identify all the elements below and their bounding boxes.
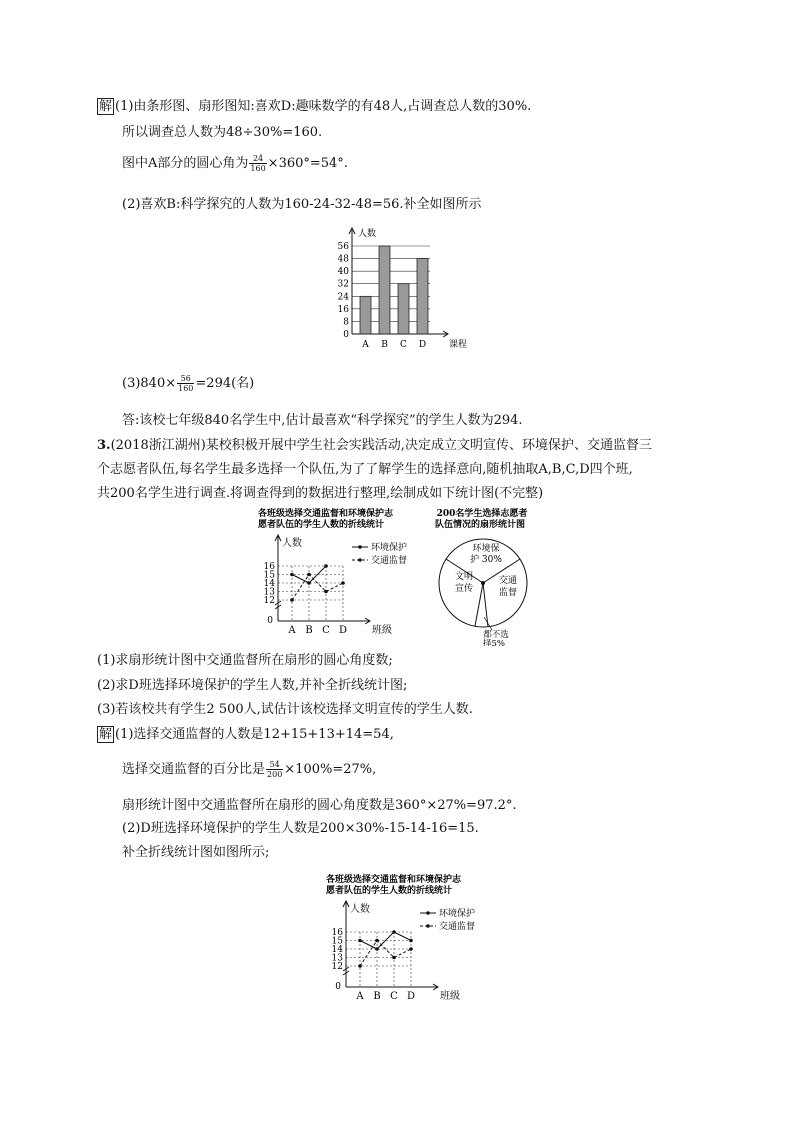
fraction-denominator: 160 — [178, 384, 194, 393]
solution3-line-1 — [97, 726, 394, 744]
y-tick-label: 12 — [331, 962, 343, 972]
x-tick-label: C — [400, 340, 407, 350]
pie-label-civ-2: 宣传 — [454, 584, 474, 594]
y-tick-label: 16 — [263, 562, 275, 572]
legend-label-env: 环境保护 — [439, 909, 476, 919]
x-axis-label: 班级 — [440, 991, 460, 1002]
solution-line-5 — [122, 374, 254, 393]
x-tick-label: A — [356, 991, 364, 1002]
y-tick-label: 14 — [331, 945, 343, 955]
legend-label-traffic: 交通监督 — [439, 922, 476, 932]
legend-marker-traffic — [426, 924, 430, 928]
legend-label-env: 环境保护 — [371, 543, 408, 553]
pie-center — [481, 581, 485, 585]
pie-divider — [483, 583, 488, 627]
y-tick-label: 40 — [337, 267, 349, 278]
pie-label-env-2: 护 30% — [470, 555, 502, 565]
series-env-point — [409, 939, 413, 943]
fraction-numerator: 24 — [249, 154, 266, 164]
sub-question-1: (1)求扇形统计图中交通监督所在扇形的圆心角度数; — [97, 653, 393, 668]
x-tick-label: D — [418, 340, 427, 350]
solution-tag: 解 — [99, 727, 113, 742]
solution-text: 选择交通监督的百分比是 — [122, 762, 266, 777]
legend-marker-traffic — [358, 558, 362, 562]
y-tick-label: 14 — [263, 579, 275, 589]
series-env-point — [358, 939, 362, 943]
x-tick-label: B — [381, 340, 388, 350]
question-3-line-1 — [97, 437, 652, 455]
y-tick-label: 16 — [331, 928, 343, 938]
solution3-line-3: 扇形统计图中交通监督所在扇形的圆心角度数是360°×27%=97.2°. — [122, 798, 517, 813]
x-tick-label: D — [406, 991, 416, 1002]
question-3-line-2: 个志愿者队伍,每名学生最多选择一个队伍,为了了解学生的选择意向,随机抽取A,B,C,D四个班, — [97, 462, 633, 477]
series-env-point — [375, 947, 379, 951]
series-traffic-point — [375, 939, 379, 943]
x-tick-label: D — [338, 625, 348, 636]
solution-text: (1)选择交通监督的人数是12+15+13+14=54, — [115, 727, 394, 742]
series-traffic-point — [290, 598, 294, 602]
pie-label-traffic-1: 交通 — [498, 576, 518, 586]
y-tick-label: 48 — [337, 254, 349, 265]
y-tick-label: 8 — [343, 317, 349, 328]
sub-question-3: (3)若该校共有学生2 500人,试估计该校选择文明宣传的学生人数. — [97, 702, 473, 717]
pie-label-civ-1: 文明 — [454, 572, 474, 582]
y-axis-label: 人数 — [358, 229, 377, 239]
fraction-numerator: 54 — [266, 760, 283, 770]
question-number: 3. — [97, 438, 111, 453]
origin-label: 0 — [335, 982, 341, 992]
y-tick-label: 16 — [337, 304, 349, 315]
x-axis-label: 班级 — [372, 625, 392, 636]
x-tick-label: A — [288, 625, 296, 636]
y-axis-label: 人数 — [350, 904, 370, 915]
series-traffic-point — [307, 573, 311, 577]
pie-label-traffic-2: 监督 — [498, 588, 518, 598]
y-tick-label: 15 — [331, 936, 343, 947]
series-traffic-point — [358, 964, 362, 968]
series-env-point — [290, 573, 294, 577]
solution-text: =294(名) — [195, 376, 255, 391]
bar-D — [417, 259, 428, 334]
chart-title-line-1: 各班级选择交通监督和环境保护志 — [326, 875, 462, 885]
bar-A — [360, 296, 371, 334]
series-env-point — [324, 564, 328, 568]
question-3-line-3: 共200名学生进行调查.将调查得到的数据进行整理,绘制成如下统计图(不完整) — [97, 486, 544, 501]
fraction-denominator: 160 — [250, 164, 266, 173]
series-traffic-point — [409, 947, 413, 951]
sub-question-2: (2)求D班选择环境保护的学生人数,并补全折线统计图; — [97, 678, 408, 693]
fraction — [266, 760, 283, 779]
legend-label-traffic: 交通监督 — [371, 556, 408, 566]
solution-text: ×100%=27%, — [284, 762, 377, 777]
pie-title-line-1: 200名学生选择志愿者 — [436, 509, 528, 519]
solution-text: 图中A部分的圆心角为 — [122, 156, 249, 171]
y-tick-label: 13 — [263, 587, 275, 598]
line-chart-completed — [320, 872, 492, 1002]
pie-divider — [475, 583, 483, 626]
bar-B — [379, 246, 390, 334]
legend-marker-env — [426, 911, 430, 915]
bar-C — [398, 284, 409, 334]
solution-line-4: (2)喜欢B:科学探究的人数为160-24-32-48=56.补全如图所示 — [122, 197, 482, 212]
x-tick-label: C — [390, 991, 398, 1002]
chart-title-line-2: 愿者队伍的学生人数的折线统计 — [326, 886, 453, 896]
y-tick-label: 12 — [263, 596, 275, 606]
fraction — [249, 154, 266, 173]
pie-label-none-2: 择5% — [483, 639, 505, 646]
fraction — [177, 374, 194, 393]
pie-label-env-1: 环境保 — [472, 544, 500, 554]
solution-text: (1)由条形图、扇形图知:喜欢D:趣味数学的有48人,占调查总人数的30%. — [115, 99, 532, 114]
series-traffic-point — [392, 956, 396, 960]
series-env-point — [307, 581, 311, 585]
solution-text: (3)840× — [122, 376, 177, 391]
pie-label-none-1: 都不选 — [483, 630, 509, 640]
solution3-line-5: 补全折线统计图如图所示; — [122, 845, 270, 860]
bar-chart — [330, 222, 470, 352]
solution-answer: 答:该校七年级840名学生中,估计最喜欢“科学探究”的学生人数为294. — [122, 413, 523, 428]
origin-label: 0 — [267, 616, 273, 626]
chart-title-line-2: 愿者队伍的学生人数的折线统计 — [258, 520, 385, 530]
solution-line-1 — [97, 98, 531, 116]
fraction-denominator: 200 — [267, 770, 283, 779]
solution-tag: 解 — [99, 99, 113, 114]
y-tick-label: 13 — [331, 953, 343, 964]
pie-leader-line — [484, 617, 492, 630]
legend-marker-env — [358, 545, 362, 549]
fraction-numerator: 56 — [177, 374, 194, 384]
x-tick-label: B — [305, 625, 313, 636]
line-chart — [252, 506, 424, 641]
pie-title-line-2: 队伍情况的扇形统计图 — [434, 520, 526, 530]
solution-line-2: 所以调查总人数为48÷30%=160. — [122, 125, 323, 140]
y-tick-label: 15 — [263, 570, 275, 581]
solution-line-3 — [122, 154, 348, 173]
solution3-line-2 — [122, 760, 376, 779]
x-axis-label: 课程 — [449, 340, 468, 350]
chart-title-line-1: 各班级选择交通监督和环境保护志 — [258, 509, 394, 519]
y-tick-label: 0 — [343, 330, 349, 340]
solution3-line-4: (2)D班选择环境保护的学生人数是200×30%-15-14-16=15. — [122, 821, 479, 836]
y-tick-label: 24 — [337, 292, 349, 303]
x-tick-label: B — [373, 991, 381, 1002]
pie-chart — [420, 506, 550, 646]
question-text: (2018浙江湖州)某校积极开展中学生社会实践活动,决定成立文明宣传、环境保护、交通监督三 — [110, 438, 652, 453]
y-axis-label: 人数 — [282, 538, 302, 549]
x-tick-label: C — [322, 625, 330, 636]
series-env-point — [392, 930, 396, 934]
series-traffic-point — [341, 581, 345, 585]
solution-text: ×360°=54°. — [267, 156, 348, 171]
series-traffic-point — [324, 590, 328, 594]
x-tick-label: A — [362, 340, 369, 350]
y-tick-label: 56 — [337, 242, 349, 252]
y-tick-label: 32 — [337, 279, 349, 290]
